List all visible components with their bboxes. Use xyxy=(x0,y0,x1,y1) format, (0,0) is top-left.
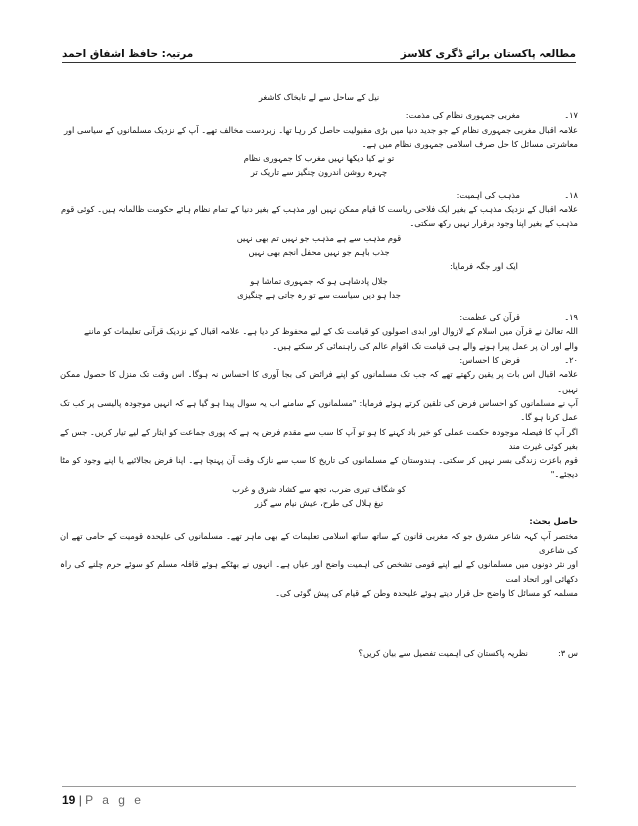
poem-verse: قوم مذہب سے ہے مذہب جو نہیں تم بھی نہیں xyxy=(236,232,402,243)
paragraph-line: علامہ اقبال اس بات پر یقین رکھتے تھے کہ جب تک مسلمانوں کو اپنے فرائض کی بجا آوری کا احساس نہ ہوگا۔ اس وقت تک منزل کا حصول ممکن نہیں۔ xyxy=(60,369,578,394)
paragraph-line: قوم باعزت زندگی بسر نہیں کر سکتی۔ ہندوستان کے مسلمانوں کی تاریخ کا سب سے نازک وقت آن پہنچا ہے۔ اپنا فرض بجالائیے یا اپنے وجود کو مٹا دیجئے۔" xyxy=(60,455,578,480)
footer-separator: | xyxy=(78,793,82,807)
paragraph-line: مذہب کے بغیر اپنا وجود برقرار نہیں رکھ سکتی۔ xyxy=(409,218,578,229)
section-heading xyxy=(60,310,578,324)
page-footer xyxy=(62,786,576,807)
poem-verse: جدا ہو دیں سیاست سے تو رہ جاتی ہے چنگیزی xyxy=(237,289,401,300)
paragraph-line: مسلمہ کو مسائل کا واضح حل قرار دیتے ہوئے علیحدہ وطن کے قیام کی پیش گوئی کی۔ xyxy=(275,587,578,598)
poem-verse: تو نے کیا دیکھا نہیں مغرب کا جمہوری نظام xyxy=(243,153,395,164)
paragraph-line: والے اور ان پر عمل پیرا ہونے والے ہی قیامت تک اقوام عالم کی راہنمائی کر سکتے ہیں۔ xyxy=(272,340,578,351)
paragraph-line: علامہ اقبال کے نزدیک مذہب کے بغیر ایک فلاحی ریاست کا قیام ممکن نہیں اور مذہب کے بغیر دنیا کے تمام نظام ہائے حکومت ظالمانہ ہیں۔ کوئی قوم xyxy=(61,204,578,215)
page-body xyxy=(60,90,578,660)
section-title: فرض کا احساس: xyxy=(459,355,520,366)
course-title: مطالعہ پاکستان برائے ڈگری کلاسز xyxy=(400,48,576,60)
paragraph-line: اور نثر دونوں میں مسلمانوں کے لیے اپنے قومی تشخص کی اہمیت واضح اور عیاں ہے۔ انہوں نے بھٹکے ہوئے قافلہ مسلم کو سوئے حرم چلنے کی راہ دکھائی اور اتحاد امت xyxy=(60,559,578,584)
compiler-name: مرتبہ: حافظ اشفاق احمد xyxy=(62,48,194,60)
section-heading xyxy=(60,353,578,367)
header-rule xyxy=(62,62,576,63)
paragraph-line: آپ نے مسلمانوں کو احساس فرض کی تلقین کرتے ہوئے فرمایا: "مسلمانوں کے سامنے اب یہ سوال پیدا ہو گیا ہے کہ انہیں موجودہ پالیسی پر کب تک عمل کرنا ہو گا۔ xyxy=(60,397,578,423)
paragraph-line: اللہ تعالیٰ نے قرآن میں اسلام کے لازوال اور ابدی اصولوں کو قیامت تک کے لیے محفوظ کر دیا ہے۔ علامہ اقبال کے نزدیک قرآنی تعلیمات کو ماننے xyxy=(83,326,578,337)
question-line xyxy=(60,646,578,660)
paragraph-line: معاشرتی مسائل کا حل صرف اسلامی جمہوری نظام میں ہے۔ xyxy=(361,138,578,149)
poem-verse: کو شگاف تیری ضرب، تجھ سے کشاد شرق و غرب xyxy=(232,483,406,494)
page-word: P a g e xyxy=(85,793,144,807)
page-number: 19 xyxy=(62,793,76,807)
top-verse: نیل کے ساحل سے لے تابخاک کاشغر xyxy=(258,92,380,102)
conclusion-heading: حاصل بحث: xyxy=(529,516,578,527)
section-heading xyxy=(60,188,578,202)
section-number: ۱۹۔ xyxy=(564,312,578,323)
section-title: قرآن کی عظمت: xyxy=(459,312,520,323)
section-heading xyxy=(60,108,578,122)
section-number: ۲۰۔ xyxy=(564,355,578,366)
intro-line: ایک اور جگہ فرمایا: xyxy=(450,261,518,272)
page-header xyxy=(62,38,576,60)
poem-verse: چہرہ روشن اندرون چنگیز سے تاریک تر xyxy=(250,167,388,178)
section-number: ۱۸۔ xyxy=(564,189,578,200)
question-label: س ۳: xyxy=(557,648,578,659)
poem-verse: تیغ ہلال کی طرح، عیش نیام سے گزر xyxy=(254,498,384,509)
paragraph-line: مختصر آپ کہہ شاعر مشرق جو کہ مغربی قانون کے ساتھ ساتھ اسلامی تعلیمات کے بھی ماہر تھے۔ مسلمانوں کی علیحدہ قومیت کے حامی تھے ان کی شاعری xyxy=(60,530,578,555)
section-title: مغربی جمہوری نظام کی مذمت: xyxy=(405,110,520,121)
poem-verse: جلال پادشاہی ہو کہ جمہوری تماشا ہو xyxy=(250,275,388,286)
section-number: ۱۷۔ xyxy=(564,110,578,121)
paragraph-line: علامہ اقبال مغربی جمہوری نظام کے جو جدید دنیا میں بڑی مقبولیت حاصل کر رہا تھا۔ زبردست مخالف تھے۔ آپ کے نزدیک مسلمانوں کے سیاسی اور xyxy=(64,124,578,135)
section-title: مذہب کی اہمیت: xyxy=(456,189,520,200)
question-text: نظریہ پاکستان کی اہمیت تفصیل سے بیان کریں؟ xyxy=(358,648,528,659)
paragraph-line: اگر آپ کا فیصلہ موجودہ حکمت عملی کو خیر باد کہنے کا ہو تو آپ کا سب سے مقدم فرض یہ ہے کہ پوری جماعت کو ایثار کے لیے تیار کریں۔ جس کے بغیر کوئی غیرت مند xyxy=(60,426,578,451)
poem-verse: جذب باہم جو نہیں محفل انجم بھی نہیں xyxy=(248,246,390,257)
